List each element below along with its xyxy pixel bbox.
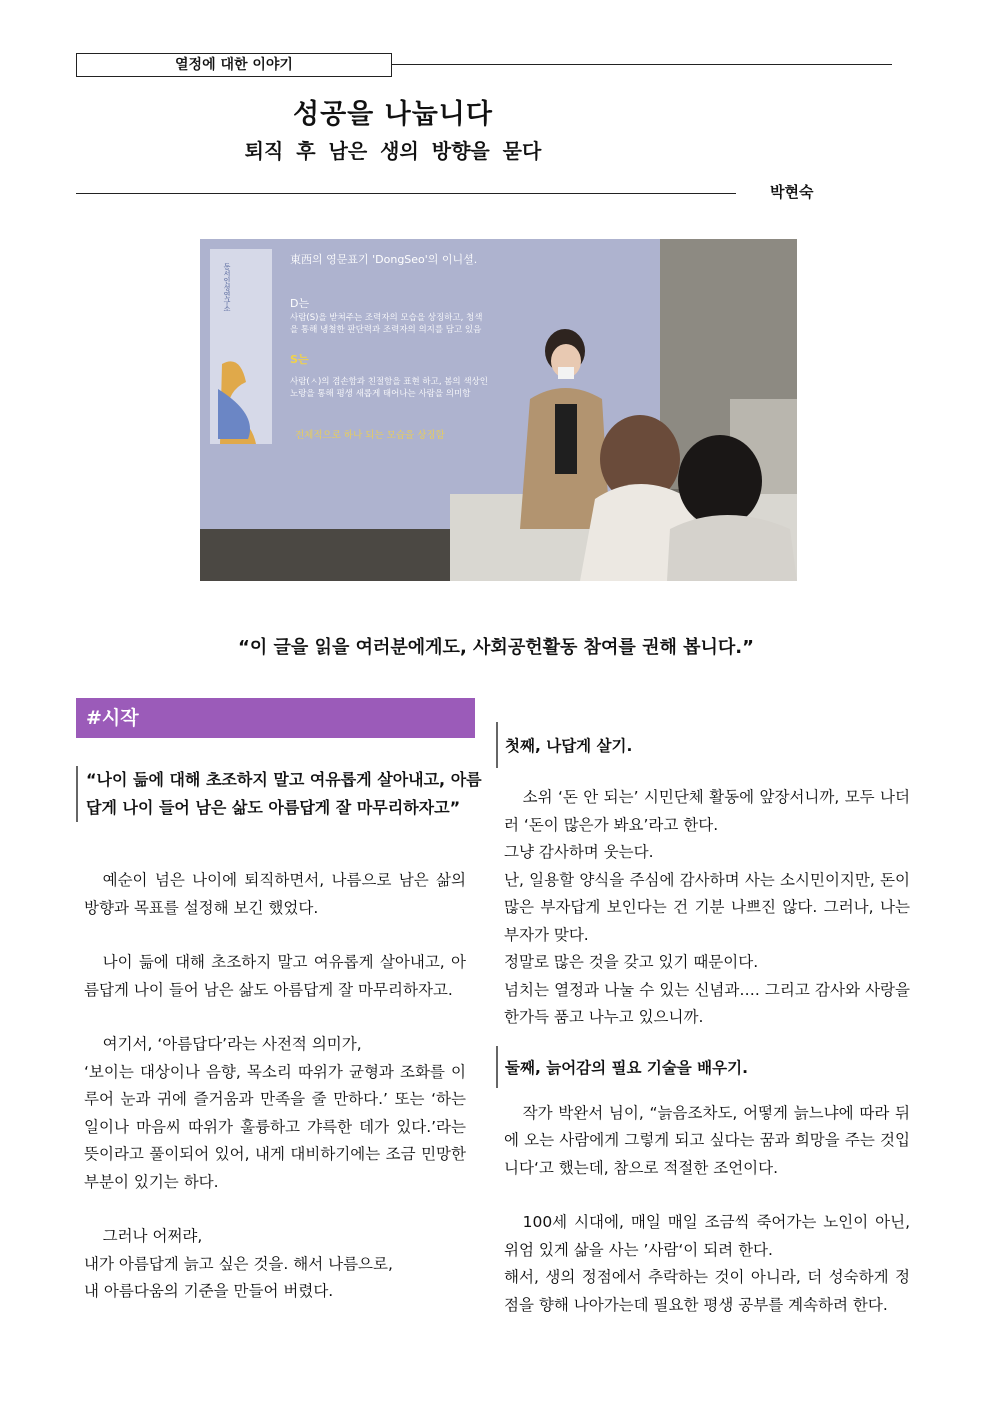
right-body-2 [496, 1100, 910, 1320]
paragraph: 나이 듦에 대해 초조하지 말고 여유롭게 살아내고, 아름답게 나이 들어 남은 삶도 아름답게 잘 마무리하자고. [84, 953, 466, 999]
subheading-first: 첫째, 나답게 살기. [496, 722, 910, 768]
paragraph: 소위 ‘돈 안 되는’ 시민단체 활동에 앞장서니까, 모두 나더러 ‘돈이 많은가 봐요’라고 한다. [504, 788, 910, 834]
page-subtitle: 퇴직 후 남은 생의 방향을 묻다 [244, 139, 542, 163]
slide-d-text-1: 사람(S)을 받쳐주는 조력자의 모습을 상징하고, 청색 [290, 313, 483, 323]
lecture-photo-illustration [200, 239, 797, 581]
pull-quote: “나이 듦에 대해 초조하지 말고 여유롭게 살아내고, 아름답게 나이 들어 남은 삶도 아름답게 잘 마무리하자고” [76, 766, 482, 822]
right-column [496, 722, 910, 1319]
slide-footer: 전체적으로 하나 되는 모습을 상징함 [295, 430, 445, 441]
slide-s-heading: S는 [290, 353, 309, 366]
section-tag: 열정에 대한 이야기 [76, 53, 392, 77]
page-title: 성공을 나눕니다 [293, 99, 493, 130]
paragraph: 내 아름다움의 기준을 만들어 버렸다. [84, 1282, 334, 1300]
lecture-photo [200, 239, 797, 581]
slide-title: 東西의 영문표기 'DongSeo'의 이니셜. [290, 253, 478, 266]
slide-d-text-2: 을 통해 냉철한 판단력과 조력자의 의지를 담고 있음 [290, 325, 482, 335]
paragraph: 여기서, ‘아름답다’라는 사전적 의미가, [102, 1035, 362, 1053]
featured-quote: “이 글을 읽을 여러분에게도, 사회공헌활동 참여를 권해 봅니다.” [238, 637, 754, 658]
left-column-body [84, 867, 466, 1306]
paragraph: 정말로 많은 것을 갖고 있기 때문이다. [504, 953, 759, 971]
section-heading-start: #시작 [76, 698, 475, 738]
paragraph: 그냥 감사하며 웃는다. [504, 843, 654, 861]
paragraph: 100세 시대에, 매일 매일 조금씩 죽어가는 노인이 아닌, 위엄 있게 삶을 사는 ’사람‘이 되려 한다. [504, 1213, 910, 1259]
paragraph: 그러나 어쩌랴, [102, 1227, 203, 1245]
paragraph: 해서, 생의 정점에서 추락하는 것이 아니라, 더 성숙하게 정점을 향해 나아가는데 필요한 평생 공부를 계속하려 한다. [504, 1268, 910, 1314]
slide-s-text-2: 노랑을 통해 평생 새롭게 태어나는 사람을 의미함 [290, 389, 471, 399]
paragraph: 내가 아름답게 늙고 싶은 것을. 해서 나름으로, [84, 1254, 393, 1273]
paragraph: 작가 박완서 님이, “늙음조차도, 어떻게 늙느냐에 따라 뒤에 오는 사람에게 그렇게 되고 싶다는 꿈과 희망을 주는 것입니다‘고 했는데, 참으로 적절한 조언이다. [504, 1103, 910, 1177]
paragraph: 넘치는 열정과 나눌 수 있는 신념과…. 그리고 감사와 사랑을 한가득 품고 나누고 있으니까. [504, 980, 910, 1026]
slide-logo-text: 동서인성연구소 [223, 263, 231, 312]
paragraph: 난, 일용할 양식을 주심에 감사하며 사는 소시민이지만, 돈이 많은 부자답게 보인다는 건 기분 나쁘진 않다. 그러나, 나는 부자가 맞다. [504, 870, 910, 944]
slide-s-text-1: 사람(ㅅ)의 겸손함과 친절함을 표현 하고, 봄의 색상인 [290, 377, 488, 387]
author-name: 박현숙 [770, 183, 814, 201]
paragraph: ‘보이는 대상이나 음향, 목소리 따위가 균형과 조화를 이루어 눈과 귀에 즐거움과 만족을 줄 만하다.’ 또는 ‘하는 일이나 마음씨 따위가 훌륭하고 갸륵한 데가 있다.’라는 뜻이라고 풀이되어 있어, 내게 대비하기에는 조금 민망한 부분이 있기는 하다. [84, 1062, 466, 1191]
slide-d-heading: D는 [290, 297, 310, 310]
subheading-second: 둘째, 늙어감의 필요 기술을 배우기. [496, 1046, 910, 1088]
header-rule [392, 64, 892, 65]
right-body-1 [496, 784, 910, 1032]
title-rule [76, 193, 736, 194]
paragraph: 예순이 넘은 나이에 퇴직하면서, 나름으로 남은 삶의 방향과 목표를 설정해 보긴 했었다. [84, 871, 466, 917]
